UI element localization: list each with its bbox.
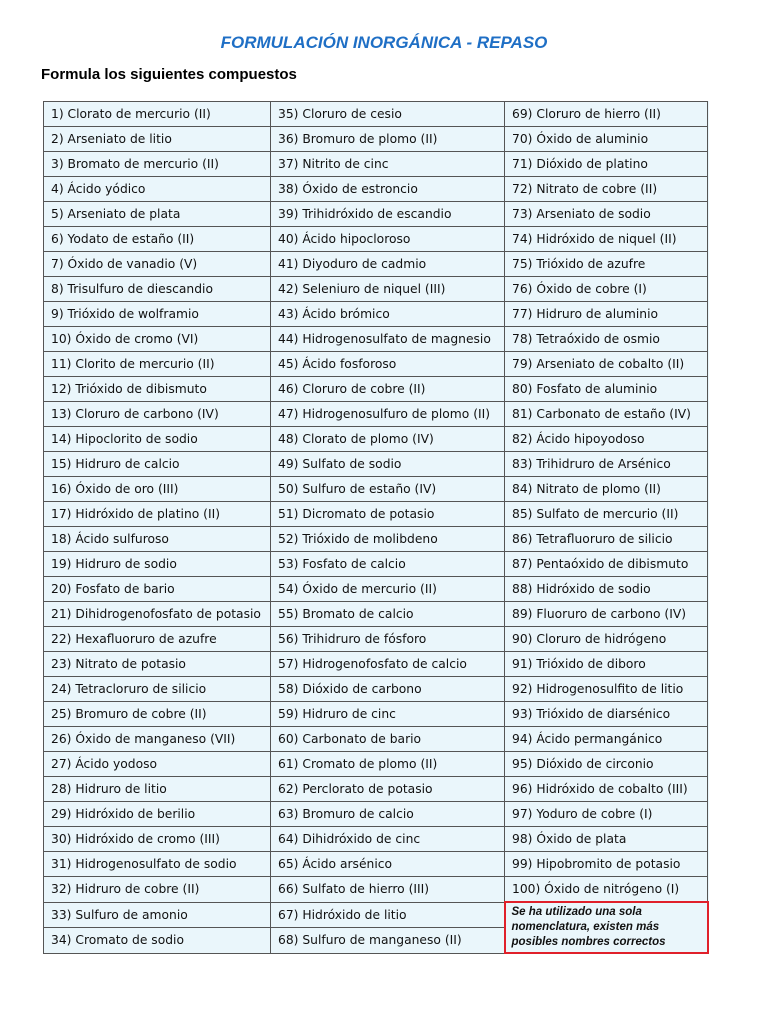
nomenclature-note: Se ha utilizado una sola nomenclatura, existen más posibles nombres correctos [505, 902, 708, 953]
compound-cell-col2: 45) Ácido fosforoso [271, 352, 505, 377]
compound-cell-col3: 100) Óxido de nitrógeno (I) [505, 877, 708, 903]
table-row [44, 477, 708, 502]
compound-cell-col2: 68) Sulfuro de manganeso (II) [271, 928, 505, 954]
table-row [44, 202, 708, 227]
compound-cell-col3: 79) Arseniato de cobalto (II) [505, 352, 708, 377]
table-row [44, 452, 708, 477]
compound-cell-col1: 10) Óxido de cromo (VI) [44, 327, 271, 352]
compound-cell-col3: 82) Ácido hipoyodoso [505, 427, 708, 452]
compound-cell-col3: 98) Óxido de plata [505, 827, 708, 852]
compound-cell-col2: 40) Ácido hipocloroso [271, 227, 505, 252]
compound-cell-col3: 84) Nitrato de plomo (II) [505, 477, 708, 502]
table-row [44, 877, 708, 903]
compound-cell-col2: 61) Cromato de plomo (II) [271, 752, 505, 777]
table-row [44, 277, 708, 302]
compound-cell-col2: 36) Bromuro de plomo (II) [271, 127, 505, 152]
compound-cell-col1: 33) Sulfuro de amonio [44, 902, 271, 928]
table-row [44, 852, 708, 877]
compound-cell-col1: 11) Clorito de mercurio (II) [44, 352, 271, 377]
compound-cell-col2: 43) Ácido brómico [271, 302, 505, 327]
compound-cell-col3: 90) Cloruro de hidrógeno [505, 627, 708, 652]
compound-cell-col1: 3) Bromato de mercurio (II) [44, 152, 271, 177]
compound-cell-col1: 8) Trisulfuro de diescandio [44, 277, 271, 302]
table-row [44, 102, 708, 127]
compound-cell-col2: 64) Dihidróxido de cinc [271, 827, 505, 852]
table-row [44, 777, 708, 802]
instructions-heading: Formula los siguientes compuestos [41, 66, 297, 83]
compound-cell-col2: 44) Hidrogenosulfato de magnesio [271, 327, 505, 352]
table-row [44, 552, 708, 577]
table-row [44, 252, 708, 277]
compound-cell-col1: 17) Hidróxido de platino (II) [44, 502, 271, 527]
compounds-table-body [44, 102, 708, 954]
compound-cell-col1: 6) Yodato de estaño (II) [44, 227, 271, 252]
compound-cell-col3: 97) Yoduro de cobre (I) [505, 802, 708, 827]
compound-cell-col2: 47) Hidrogenosulfuro de plomo (II) [271, 402, 505, 427]
compound-cell-col2: 60) Carbonato de bario [271, 727, 505, 752]
compound-cell-col2: 59) Hidruro de cinc [271, 702, 505, 727]
table-row [44, 127, 708, 152]
compounds-table [43, 101, 709, 954]
compound-cell-col1: 15) Hidruro de calcio [44, 452, 271, 477]
compound-cell-col2: 49) Sulfato de sodio [271, 452, 505, 477]
compound-cell-col1: 31) Hidrogenosulfato de sodio [44, 852, 271, 877]
compound-cell-col3: 80) Fosfato de aluminio [505, 377, 708, 402]
compound-cell-col2: 66) Sulfato de hierro (III) [271, 877, 505, 903]
compound-cell-col2: 62) Perclorato de potasio [271, 777, 505, 802]
table-row [44, 327, 708, 352]
compound-cell-col3: 85) Sulfato de mercurio (II) [505, 502, 708, 527]
table-row [44, 602, 708, 627]
compound-cell-col2: 65) Ácido arsénico [271, 852, 505, 877]
table-row [44, 702, 708, 727]
compound-cell-col3: 73) Arseniato de sodio [505, 202, 708, 227]
compound-cell-col1: 32) Hidruro de cobre (II) [44, 877, 271, 903]
compound-cell-col3: 70) Óxido de aluminio [505, 127, 708, 152]
compound-cell-col2: 42) Seleniuro de niquel (III) [271, 277, 505, 302]
compound-cell-col1: 34) Cromato de sodio [44, 928, 271, 954]
compound-cell-col1: 13) Cloruro de carbono (IV) [44, 402, 271, 427]
compound-cell-col3: 93) Trióxido de diarsénico [505, 702, 708, 727]
table-row [44, 652, 708, 677]
compound-cell-col1: 14) Hipoclorito de sodio [44, 427, 271, 452]
compound-cell-col3: 74) Hidróxido de niquel (II) [505, 227, 708, 252]
compound-cell-col1: 25) Bromuro de cobre (II) [44, 702, 271, 727]
table-row [44, 527, 708, 552]
table-row [44, 352, 708, 377]
compound-cell-col2: 53) Fosfato de calcio [271, 552, 505, 577]
compound-cell-col1: 19) Hidruro de sodio [44, 552, 271, 577]
compound-cell-col2: 38) Óxido de estroncio [271, 177, 505, 202]
compound-cell-col1: 29) Hidróxido de berilio [44, 802, 271, 827]
compound-cell-col3: 95) Dióxido de circonio [505, 752, 708, 777]
compound-cell-col1: 21) Dihidrogenofosfato de potasio [44, 602, 271, 627]
table-row [44, 427, 708, 452]
compound-cell-col1: 26) Óxido de manganeso (VII) [44, 727, 271, 752]
compound-cell-col1: 16) Óxido de oro (III) [44, 477, 271, 502]
compound-cell-col2: 63) Bromuro de calcio [271, 802, 505, 827]
compound-cell-col3: 86) Tetrafluoruro de silicio [505, 527, 708, 552]
compound-cell-col2: 35) Cloruro de cesio [271, 102, 505, 127]
compound-cell-col3: 77) Hidruro de aluminio [505, 302, 708, 327]
compound-cell-col1: 20) Fosfato de bario [44, 577, 271, 602]
compound-cell-col2: 67) Hidróxido de litio [271, 902, 505, 928]
compound-cell-col3: 78) Tetraóxido de osmio [505, 327, 708, 352]
table-row [44, 377, 708, 402]
compound-cell-col3: 88) Hidróxido de sodio [505, 577, 708, 602]
table-row [44, 677, 708, 702]
page-title: FORMULACIÓN INORGÁNICA - REPASO [220, 33, 548, 52]
compound-cell-col2: 37) Nitrito de cinc [271, 152, 505, 177]
compound-cell-col1: 28) Hidruro de litio [44, 777, 271, 802]
compound-cell-col2: 55) Bromato de calcio [271, 602, 505, 627]
table-row [44, 302, 708, 327]
table-row [44, 227, 708, 252]
compound-cell-col1: 12) Trióxido de dibismuto [44, 377, 271, 402]
compound-cell-col3: 75) Trióxido de azufre [505, 252, 708, 277]
table-row [44, 402, 708, 427]
table-row [44, 627, 708, 652]
compound-cell-col3: 96) Hidróxido de cobalto (III) [505, 777, 708, 802]
compound-cell-col3: 89) Fluoruro de carbono (IV) [505, 602, 708, 627]
compound-cell-col3: 71) Dióxido de platino [505, 152, 708, 177]
compound-cell-col3: 91) Trióxido de diboro [505, 652, 708, 677]
compound-cell-col2: 58) Dióxido de carbono [271, 677, 505, 702]
compound-cell-col3: 81) Carbonato de estaño (IV) [505, 402, 708, 427]
compound-cell-col3: 72) Nitrato de cobre (II) [505, 177, 708, 202]
table-row [44, 727, 708, 752]
compound-cell-col1: 4) Ácido yódico [44, 177, 271, 202]
compound-cell-col2: 54) Óxido de mercurio (II) [271, 577, 505, 602]
compound-cell-col1: 5) Arseniato de plata [44, 202, 271, 227]
compound-cell-col2: 48) Clorato de plomo (IV) [271, 427, 505, 452]
compound-cell-col1: 23) Nitrato de potasio [44, 652, 271, 677]
table-row [44, 152, 708, 177]
compound-cell-col3: 87) Pentaóxido de dibismuto [505, 552, 708, 577]
compound-cell-col2: 52) Trióxido de molibdeno [271, 527, 505, 552]
table-row [44, 752, 708, 777]
compound-cell-col1: 2) Arseniato de litio [44, 127, 271, 152]
compound-cell-col3: 94) Ácido permangánico [505, 727, 708, 752]
compound-cell-col2: 56) Trihidruro de fósforo [271, 627, 505, 652]
compound-cell-col1: 7) Óxido de vanadio (V) [44, 252, 271, 277]
compound-cell-col1: 24) Tetracloruro de silicio [44, 677, 271, 702]
compound-cell-col2: 57) Hidrogenofosfato de calcio [271, 652, 505, 677]
compound-cell-col1: 9) Trióxido de wolframio [44, 302, 271, 327]
compound-cell-col2: 46) Cloruro de cobre (II) [271, 377, 505, 402]
compound-cell-col1: 27) Ácido yodoso [44, 752, 271, 777]
table-row [44, 802, 708, 827]
compound-cell-col3: 76) Óxido de cobre (I) [505, 277, 708, 302]
compound-cell-col3: 69) Cloruro de hierro (II) [505, 102, 708, 127]
compound-cell-col3: 99) Hipobromito de potasio [505, 852, 708, 877]
compound-cell-col2: 50) Sulfuro de estaño (IV) [271, 477, 505, 502]
compound-cell-col2: 39) Trihidróxido de escandio [271, 202, 505, 227]
compound-cell-col1: 1) Clorato de mercurio (II) [44, 102, 271, 127]
table-row [44, 577, 708, 602]
table-row [44, 502, 708, 527]
compound-cell-col2: 41) Diyoduro de cadmio [271, 252, 505, 277]
compound-cell-col1: 18) Ácido sulfuroso [44, 527, 271, 552]
compound-cell-col1: 30) Hidróxido de cromo (III) [44, 827, 271, 852]
table-row [44, 827, 708, 852]
compound-cell-col3: 92) Hidrogenosulfito de litio [505, 677, 708, 702]
compound-cell-col2: 51) Dicromato de potasio [271, 502, 505, 527]
table-row [44, 177, 708, 202]
table-row [44, 902, 708, 928]
compound-cell-col1: 22) Hexafluoruro de azufre [44, 627, 271, 652]
compound-cell-col3: 83) Trihidruro de Arsénico [505, 452, 708, 477]
